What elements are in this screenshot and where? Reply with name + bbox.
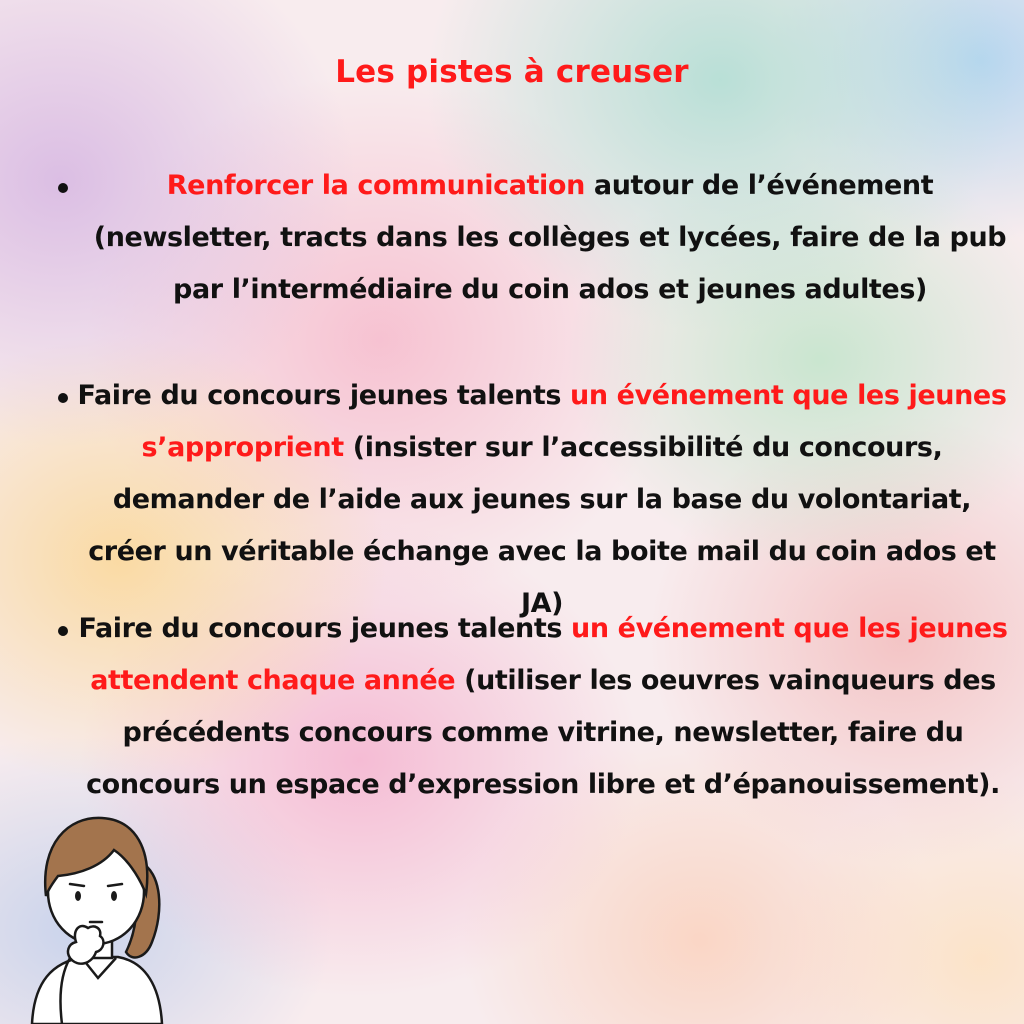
item-highlight: Renforcer la communication — [166, 170, 585, 201]
item-text: Faire du concours jeunes talents — [78, 613, 572, 644]
item-text: autour de l’événement (newsletter, tracts dans les collèges et lycées, faire de la pub par l’intermédiaire du coin ados et jeunes adultes) — [93, 170, 1007, 305]
list-item — [90, 160, 1010, 316]
slide-title: Les pistes à creuser — [335, 54, 689, 90]
bullet-dot — [58, 183, 68, 193]
item-highlight: un événement que les jeunes s’approprient — [141, 380, 1007, 463]
bullet-dot — [58, 626, 68, 636]
item-text: Faire du concours jeunes talents — [77, 380, 571, 411]
thinking-girl-icon — [22, 792, 172, 1024]
list-item — [72, 370, 1012, 630]
bullet-dot — [58, 393, 68, 403]
item-text: (utiliser les oeuvres vainqueurs des précédents concours comme vitrine, newsletter, faire du concours un espace d’expression libre et d’épanouissement). — [86, 665, 1000, 800]
item-text: (insister sur l’accessibilité du concours, demander de l’aide aux jeunes sur la base du volontariat, créer un véritable échange avec la boite mail du coin ados et JA) — [88, 432, 996, 619]
item-highlight: un événement que les jeunes attendent chaque année — [90, 613, 1008, 696]
list-item — [78, 603, 1008, 811]
